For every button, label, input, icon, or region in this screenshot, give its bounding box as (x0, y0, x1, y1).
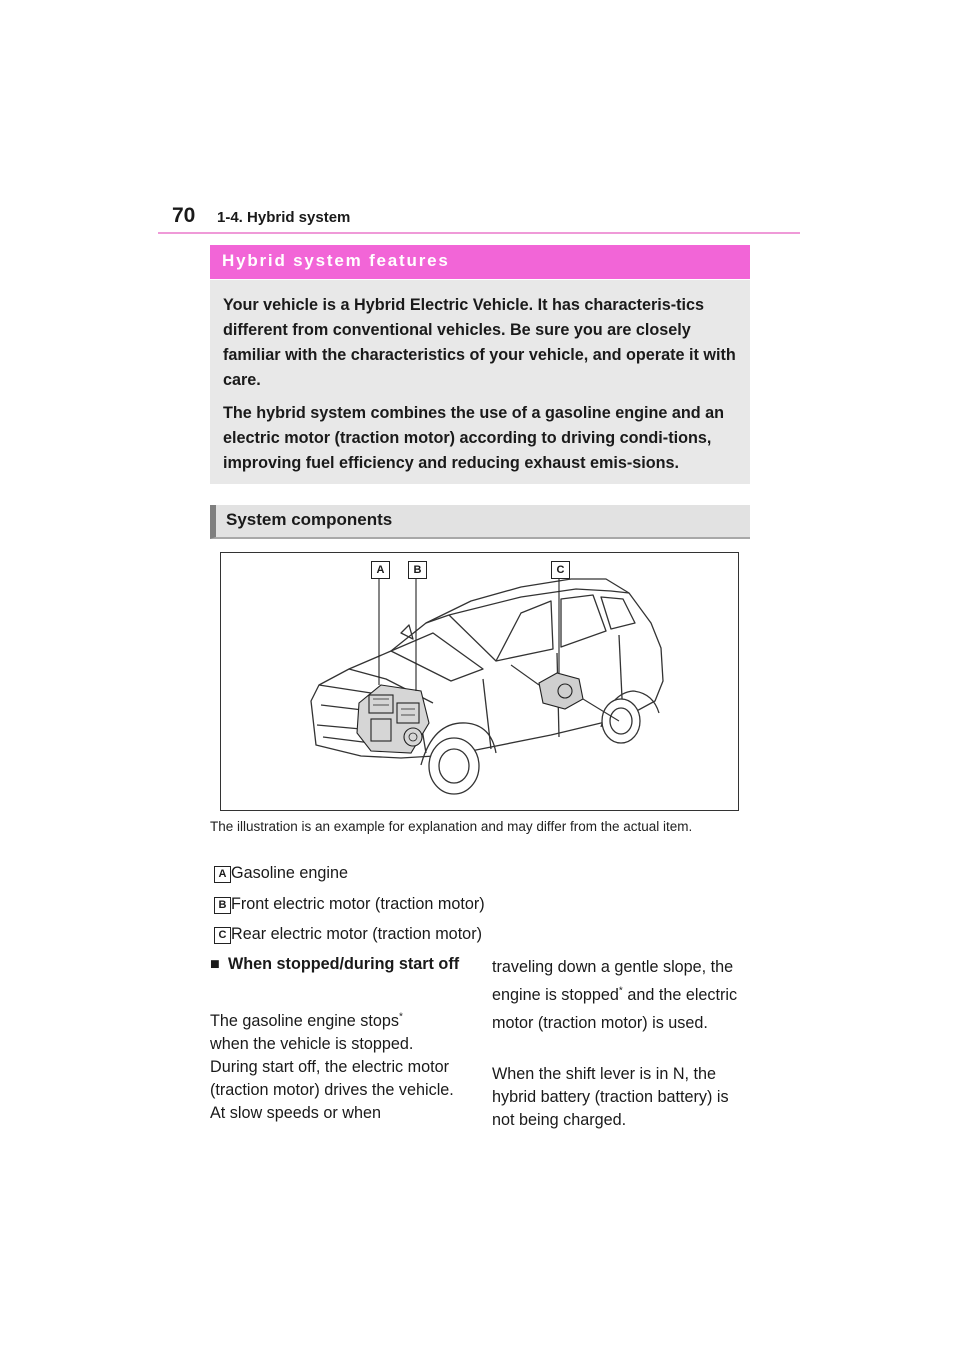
stopped-right-text-1: traveling down a gentle slope, the engine is stopped (492, 958, 734, 1004)
legend-text-a: Gasoline engine (231, 864, 348, 882)
legend-text-c: Rear electric motor (traction motor) (231, 925, 482, 943)
intro-box (210, 280, 750, 484)
features-heading: Hybrid system features (222, 251, 450, 270)
header-rule (158, 232, 800, 234)
footnote-asterisk-2: * (618, 985, 623, 997)
figure-label-a: A (371, 561, 390, 579)
legend-text-b: Front electric motor (traction motor) (231, 895, 485, 913)
stopped-left-text (210, 1010, 460, 1125)
stopped-right-text (492, 953, 742, 1037)
vehicle-drawing (221, 553, 738, 810)
intro-paragraph-1: Your vehicle is a Hybrid Electric Vehicle. It has characteris-tics different from conventional vehicles. Be sure you are closely familiar with the characteristics of your vehicle, and operate it with care. (223, 296, 736, 389)
stopped-left-text-2: when the vehicle is stopped. During start off, the electric motor (traction motor) drives the vehicle. At slow speeds or when (210, 1035, 454, 1122)
legend-badge-b: B (214, 897, 231, 914)
figure-label-b: B (408, 561, 427, 579)
section-title: 1-4. Hybrid system (217, 209, 351, 226)
footnote-asterisk: * (399, 1011, 403, 1023)
stopped-left-text-1: The gasoline engine stops (210, 1012, 399, 1030)
figure-label-c: C (551, 561, 570, 579)
bullet-icon: ■ (210, 955, 220, 973)
stopped-right-text-lower (492, 1063, 742, 1132)
stopped-right-paragraph-1 (492, 953, 742, 1037)
legend-badge-a: A (214, 866, 231, 883)
stopped-heading: When stopped/during start off (228, 955, 460, 973)
vehicle-illustration (220, 552, 739, 811)
components-heading: System components (226, 510, 393, 529)
components-heading-bar (210, 505, 750, 539)
legend-badge-c: C (214, 927, 231, 944)
intro-paragraph-2: The hybrid system combines the use of a gasoline engine and an electric motor (traction motor) according to driving condi-tions, improving fuel efficiency and reducing exhaust emis-sions. (223, 404, 725, 472)
stopped-right-text-2: and the electric motor (traction motor) is used. (492, 986, 738, 1032)
stopped-left-paragraph (210, 1010, 460, 1125)
stopped-right-paragraph-2: When the shift lever is in N, the hybrid battery (traction battery) is not being charged. (492, 1065, 729, 1129)
page-number: 70 (172, 204, 196, 227)
features-heading-bar (210, 245, 750, 279)
figure-caption: The illustration is an example for explanation and may differ from the actual item. (210, 819, 693, 834)
